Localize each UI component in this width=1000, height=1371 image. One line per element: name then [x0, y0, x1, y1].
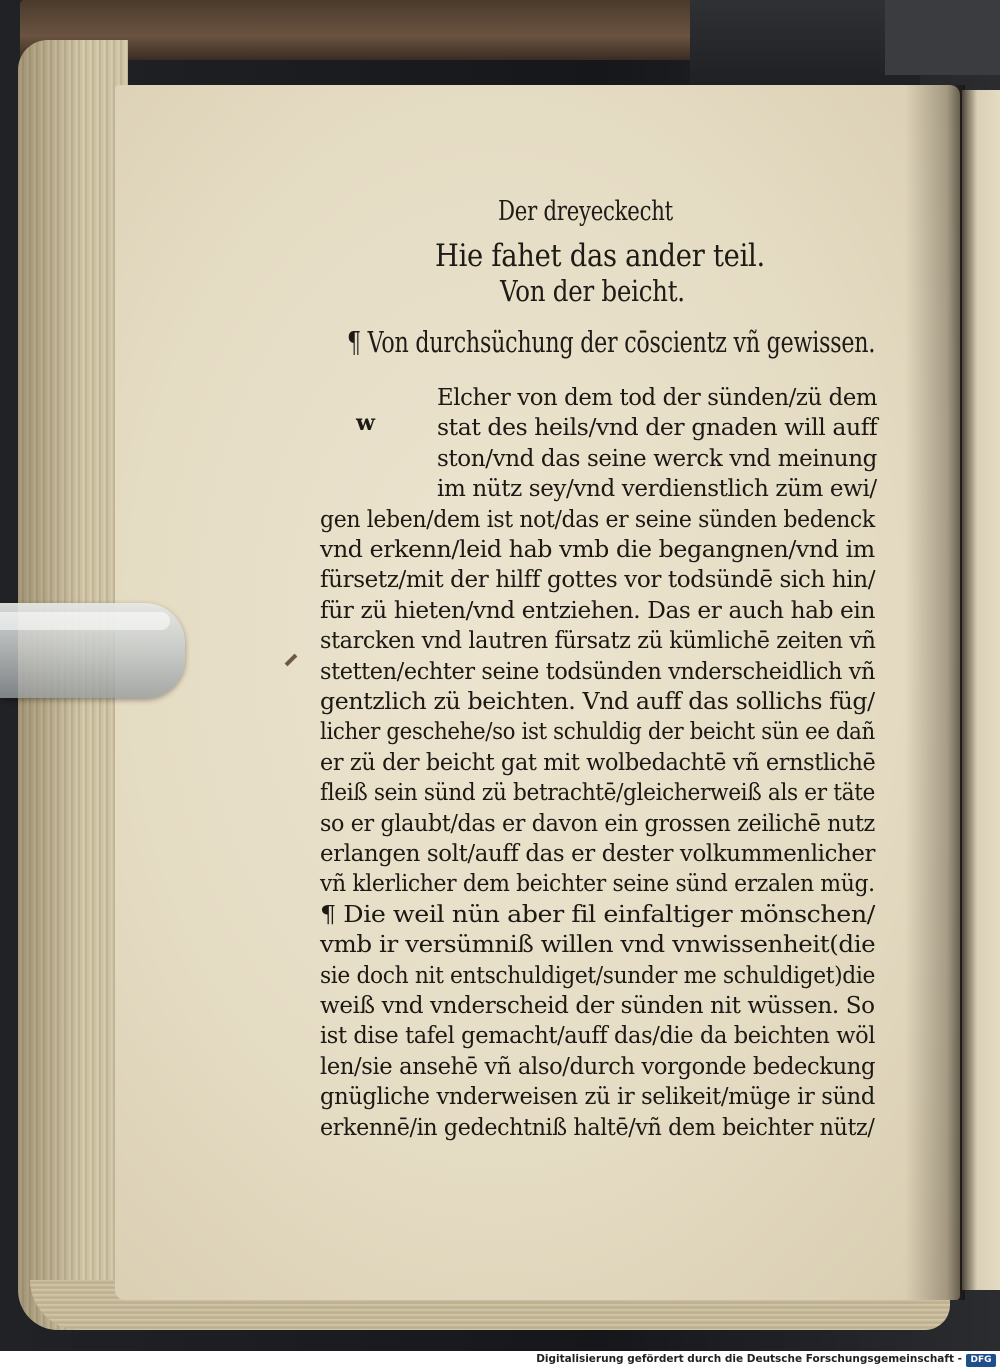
body-line: im nütz sey/vnd verdienstlich züm ewi/: [437, 474, 877, 503]
body-line: ¶ Die weil nün aber fil einfaltiger mönschen/: [320, 899, 875, 928]
initial-letter: w: [356, 410, 375, 436]
support-block: [885, 0, 1000, 75]
footer-credit: Digitalisierung gefördert durch die Deutsche Forschungsgemeinschaft -: [536, 1353, 962, 1365]
body-line: erlangen solt/auff das er dester volkummenlicher: [320, 839, 876, 867]
running-heading: Der dreyeckecht: [498, 196, 673, 227]
footer-bar: [0, 1351, 1000, 1371]
body-line: fürsetz/mit der hilff gottes vor todsündē sich hin/: [320, 565, 876, 594]
body-line: er zü der beicht gat mit wolbedachtē vñ ernstlichē: [320, 747, 876, 776]
body-line: licher geschehe/so ist schuldig der beicht sün ee dañ: [320, 717, 875, 746]
body-line: ist dise tafel gemacht/auff das/die da beichten wöl: [320, 1021, 876, 1050]
body-line: stat des heils/vnd der gnaden will auff: [437, 413, 878, 442]
section-heading: Von der beicht.: [500, 274, 685, 308]
body-line: ston/vnd das seine werck vnd meinung: [437, 443, 878, 472]
body-line: erkennē/in gedechtniß haltē/vñ dem beichter nütz/: [320, 1112, 875, 1141]
body-line: weiß vnd vnderscheid der sünden nit wüssen. So: [320, 991, 875, 1019]
body-line: vñ klerlicher dem beichter seine sünd erzalen müg.: [320, 869, 875, 898]
body-line: für zü hieten/vnd entziehen. Das er auch hab ein: [320, 595, 876, 624]
body-line: gentzlich zü beichten. Vnd auff das sollichs füg/: [320, 687, 875, 715]
page-gutter-shadow: [905, 85, 965, 1300]
body-line: starcken vnd lautren fürsatz zü kümlichē zeiten vñ: [320, 626, 876, 655]
page-clip-highlight: [0, 612, 170, 630]
body-line: vmb ir versümniß willen vnd vnwissenheit(die: [320, 930, 876, 959]
part-heading: Hie fahet das ander teil.: [435, 238, 765, 274]
body-line: gnügliche vnderweisen zü ir selikeit/müge ir sünd: [320, 1082, 875, 1111]
dfg-logo: DFG: [966, 1354, 996, 1367]
subheading: ¶ Von durchsüchung der cōscientz vñ gewissen.: [347, 325, 876, 359]
body-line: vnd erkenn/leid hab vmb die begangnen/vnd im: [320, 535, 875, 563]
body-line: fleiß sein sünd zü betrachtē/gleicherweiß als er täte: [320, 778, 876, 807]
body-line: len/sie ansehē vñ also/durch vorgonde bedeckung: [320, 1051, 876, 1080]
body-line: so er glaubt/das er davon ein grossen zeilichē nutz: [320, 808, 875, 837]
body-line: gen leben/dem ist not/das er seine sünden bedenck: [320, 504, 875, 533]
body-line: stetten/echter seine todsünden vnderscheidlich vñ: [320, 656, 876, 685]
facing-page-edge: [962, 90, 1000, 1290]
body-line: sie doch nit entschuldiget/sunder me schuldiget)die: [320, 960, 875, 989]
body-line: Elcher von dem tod der sünden/zü dem: [437, 383, 878, 411]
